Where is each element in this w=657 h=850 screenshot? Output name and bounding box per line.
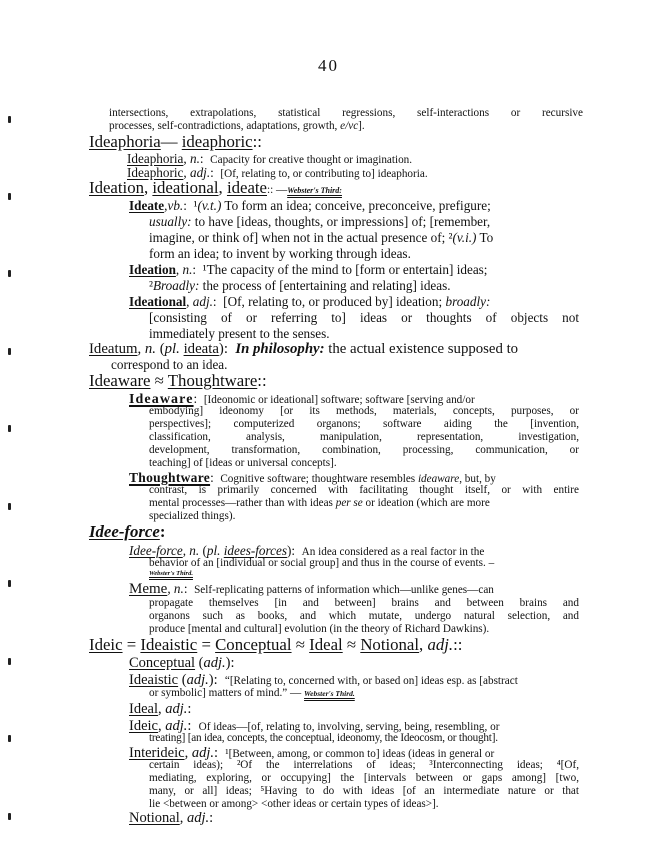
part-of-speech: adj. xyxy=(165,718,188,734)
part-of-speech: adj. xyxy=(427,635,454,654)
ideaware-line: perspectives]; computerized organons; software aiding the [invention, xyxy=(149,418,579,430)
entry-ideaware: Ideaware: [Ideonomic or ideational] software; software [serving and/or xyxy=(129,391,475,407)
part-of-speech: n. xyxy=(182,262,193,277)
heading-colons: :: xyxy=(453,635,463,654)
heading-term: ideaphoric xyxy=(181,132,253,151)
heading-term: Thoughtware xyxy=(167,371,258,390)
definition-text: to have [ideas, thoughts, or impressions] of; [remember, xyxy=(191,214,491,229)
entry-ideaphoria: Ideaphoria, n.: Capacity for creative thought or imagination. xyxy=(127,151,413,166)
heading-term: Ideaware xyxy=(89,371,151,390)
entry-interideic: Interideic, adj.: ¹[Between, among, or common to] ideas (ideas in general or xyxy=(129,745,495,761)
entry-term: Ideaphoria xyxy=(127,151,184,166)
ideaistic-line-2 xyxy=(149,688,355,699)
entry-term: Meme xyxy=(129,581,168,597)
plural-form: ideata xyxy=(183,341,219,357)
meme-line-4: produce [mental and cultural] evolution (in the theory of Richard Dawkins). xyxy=(149,623,490,635)
part-of-speech: adj. xyxy=(186,672,209,688)
heading-term: Ideal xyxy=(309,635,343,654)
entry-definition: Capacity for creative thought or imagination. xyxy=(210,154,413,166)
intro-line-1: intersections, extrapolations, statistical regressions, self-interactions or recursive xyxy=(109,107,583,119)
usage-label: usually: xyxy=(149,214,192,229)
entry-ideic: Ideic, adj.: Of ideas—[of, relating to, involving, serving, being, resembling, or xyxy=(129,718,500,734)
approx-symbol: ≈ xyxy=(150,371,168,390)
part-of-speech: adj. xyxy=(165,701,188,717)
definition-text: , but, by xyxy=(459,473,496,485)
entry-term: Interideic xyxy=(129,745,185,761)
interideic-line-2: certain ideas); ²Of the interrelations of ideas; ³Interconnecting ideas; ⁴[Of, xyxy=(149,759,579,771)
plural-label: pl. xyxy=(206,543,221,558)
italic-term: ideaware xyxy=(417,473,460,485)
intro-italic: e/vc xyxy=(340,120,359,132)
definition-text: ¹The capacity of the mind to [form or entertain] ideas; xyxy=(202,262,488,277)
definition-text: To xyxy=(476,230,494,245)
part-of-speech: adj. xyxy=(189,165,211,180)
heading-term: Ideic xyxy=(89,635,123,654)
ideaware-line: development, transformation, combination, processing, communication, or xyxy=(149,444,579,456)
definition-text: imagine, or think of] when not in the actual presence of; ² xyxy=(149,230,453,245)
heading-ideaware xyxy=(89,373,267,390)
entry-ideatum: Ideatum, n. (pl. ideata): In philosophy: the actual existence supposed to xyxy=(89,341,519,357)
definition-text: [Of, relating to, or produced by] ideation; xyxy=(223,294,446,309)
heading-colons: :: xyxy=(252,132,262,151)
meme-line-2: propagate themselves [in and between] brains and between brains and xyxy=(149,597,579,609)
interideic-line-3: mediating, exploring, or occupying] the [intervals between or gaps among] [two, xyxy=(149,772,579,784)
ideaware-line: embodying] ideonomy [or its methods, materials, concepts, purposes, or xyxy=(149,405,579,417)
part-of-speech: adj. xyxy=(187,810,210,826)
definition-text: Of ideas—[of, relating to, involving, serving, being, resembling, or xyxy=(198,721,500,733)
part-of-speech: n. xyxy=(189,543,200,558)
heading-sep: — xyxy=(160,132,182,151)
ideate-line-3 xyxy=(149,231,493,244)
definition-text: or ideation (which are more xyxy=(362,497,490,509)
entry-ideaistic: Ideaistic (adj.): “[Relating to, concerned with, or based on] ideas esp. as [abstract xyxy=(129,672,518,688)
entry-conceptual: Conceptual (adj.): xyxy=(129,655,235,671)
entry-term: Ideal xyxy=(129,701,158,717)
entry-term: Idee-force xyxy=(129,543,183,558)
italic-term: per se xyxy=(335,497,363,509)
ideate-line-4: form an idea; to invent by working through ideas. xyxy=(149,246,411,261)
heading-term: Ideaphoria xyxy=(89,132,161,151)
usage-label: Broadly: xyxy=(152,278,200,293)
definition-text: Cognitive software; thoughtware resembles xyxy=(220,473,418,485)
definition-text: Self-replicating patterns of information which—unlike genes—can xyxy=(194,584,494,596)
entry-ideaphoric: Ideaphoric, adj.: [Of, relating to, or contributing to] ideaphoria. xyxy=(127,165,428,180)
heading-term: Ideaistic xyxy=(140,635,198,654)
ideational-line-2: [consisting of or referring to] ideas or thoughts of objects not xyxy=(149,310,579,325)
definition-text: mental processes—rather than with ideas xyxy=(149,497,336,509)
heading-term: Notional xyxy=(360,635,420,654)
intro-end: ]. xyxy=(358,120,365,132)
entry-idee-force: Idee-force, n. (pl. idees-forces): An idea considered as a real factor in the xyxy=(129,543,485,558)
heading-term: ideate xyxy=(226,178,267,197)
grammar-label: (v.t.) xyxy=(197,198,222,213)
field-label: In philosophy: xyxy=(235,341,325,357)
definition-text: the process of [entertaining and relating] ideas. xyxy=(199,278,451,293)
heading-term: Idee-force xyxy=(89,522,160,541)
entry-ideate: Ideate,vb.: ¹(v.t.) To form an idea; conceive, preconceive, prefigure; xyxy=(129,198,491,213)
part-of-speech: adj. xyxy=(192,294,213,309)
ideation-line-2 xyxy=(149,279,451,292)
interideic-line-5: lie <between or among> <other ideas or certain types of ideas>]. xyxy=(149,798,439,810)
entry-definition: [Of, relating to, or contributing to] ideaphoria. xyxy=(220,168,428,180)
thoughtware-line-3 xyxy=(149,498,490,509)
entry-term: Ideaware xyxy=(129,392,194,407)
grammar-label: (v.i.) xyxy=(452,230,477,245)
equals-symbol: = xyxy=(197,635,216,654)
heading-colons: :: — xyxy=(267,184,288,196)
definition-text: [Ideonomic or ideational] software; software [serving and/or xyxy=(203,394,475,406)
meme-line-3: organons such as books, and which mutate, undergo natural selection, and xyxy=(149,610,579,622)
heading-idee-force xyxy=(89,524,165,541)
entry-meme: Meme, n.: Self-replicating patterns of information which—unlike genes—can xyxy=(129,581,494,597)
definition-text: ¹[Between, among, or common to] ideas (ideas in general or xyxy=(225,748,495,760)
heading-ideaphoria xyxy=(89,134,262,151)
entry-term: Ideaphoric xyxy=(127,165,184,180)
thoughtware-line-4: specialized things). xyxy=(149,510,236,522)
intro-text: processes, self-contradictions, adaptations, growth, xyxy=(109,120,341,132)
ideic-line-2: treating] [an idea, concepts, the conceptual, ideonomy, the Ideocosm, or thought]. xyxy=(149,732,498,744)
entry-term: Ideaistic xyxy=(129,672,179,688)
approx-symbol: ≈ xyxy=(342,635,361,654)
heading-term: Conceptual xyxy=(215,635,292,654)
ideaware-line: teaching] of [ideas or universal concepts]. xyxy=(149,457,337,469)
heading-term: ideational xyxy=(152,178,219,197)
part-of-speech: n. xyxy=(189,151,200,166)
part-of-speech: vb. xyxy=(167,198,184,213)
entry-ideal: Ideal, adj.: xyxy=(129,701,192,717)
ideate-line-2 xyxy=(149,215,490,228)
entry-term: Conceptual xyxy=(129,655,196,671)
entry-term: Thoughtware xyxy=(129,470,211,485)
ideational-line-3: immediately present to the senses. xyxy=(149,326,330,341)
entry-term: Ideic xyxy=(129,718,158,734)
part-of-speech: n. xyxy=(144,341,156,357)
definition-text: To form an idea; conceive, preconceive, prefigure; xyxy=(221,198,491,213)
entry-term: Ideational xyxy=(129,294,187,309)
plural-form: idees-forces xyxy=(223,543,287,558)
definition-text: An idea considered as a real factor in the xyxy=(301,546,485,558)
thoughtware-line-2: contrast, is primarily concerned with facilitating thought itself, or with entire xyxy=(149,484,579,496)
entry-ideational: Ideational, adj.: [Of, relating to, or produced by] ideation; broadly: xyxy=(129,294,491,309)
sense-number: ¹ xyxy=(193,198,198,213)
part-of-speech: adj. xyxy=(203,655,226,671)
heading-colons: :: xyxy=(257,371,267,390)
entry-term: Ideate xyxy=(129,198,165,213)
heading-colons: : xyxy=(159,522,166,541)
citation: Webster's Third. xyxy=(304,689,355,698)
citation: Webster's Third. xyxy=(149,570,193,577)
approx-symbol: ≈ xyxy=(291,635,310,654)
definition-text: or symbolic] matters of mind.” — xyxy=(149,687,302,699)
sense-number: ² xyxy=(149,278,153,293)
entry-term: Ideation xyxy=(129,262,176,277)
heading-term: Ideation xyxy=(89,178,144,197)
citation: Webster's Third: xyxy=(287,186,342,195)
heading-ideic: Ideic = Ideaistic = Conceptual ≈ Ideal ≈ Notional, adj.:: xyxy=(89,635,463,654)
equals-symbol: = xyxy=(122,635,141,654)
heading-ideation: Ideation, ideational, ideate:: —Webster's Third: xyxy=(89,178,342,197)
page-number: 40 xyxy=(318,56,339,75)
entry-term: Notional xyxy=(129,810,180,826)
entry-ideation: Ideation, n.: ¹The capacity of the mind to [form or entertain] ideas; xyxy=(129,262,488,277)
ideaware-line: classification, analysis, manipulation, representation, investigation, xyxy=(149,431,579,443)
definition-text: the actual existence supposed to xyxy=(324,341,519,357)
definition-text: “[Relating to, concerned with, or based on] ideas esp. as [abstract xyxy=(224,675,518,687)
idee-force-line-2: behavior of an [individual or social group] and thus in the course of events. – xyxy=(149,557,495,569)
entry-term: Ideatum xyxy=(89,341,138,357)
part-of-speech: n. xyxy=(173,581,184,596)
intro-line-2 xyxy=(109,121,365,132)
entry-thoughtware: Thoughtware: Cognitive software; thoughtware resembles ideaware, but, by xyxy=(129,470,496,485)
entry-notional: Notional, adj.: xyxy=(129,810,214,826)
interideic-line-4: many, or all] ideas; ⁵Having to do with ideas [of an intermediate nature or that xyxy=(149,785,579,797)
ideatum-line-2: correspond to an idea. xyxy=(111,357,228,372)
plural-label: pl. xyxy=(164,341,180,357)
usage-label: broadly: xyxy=(445,294,491,309)
part-of-speech: adj. xyxy=(191,745,214,761)
